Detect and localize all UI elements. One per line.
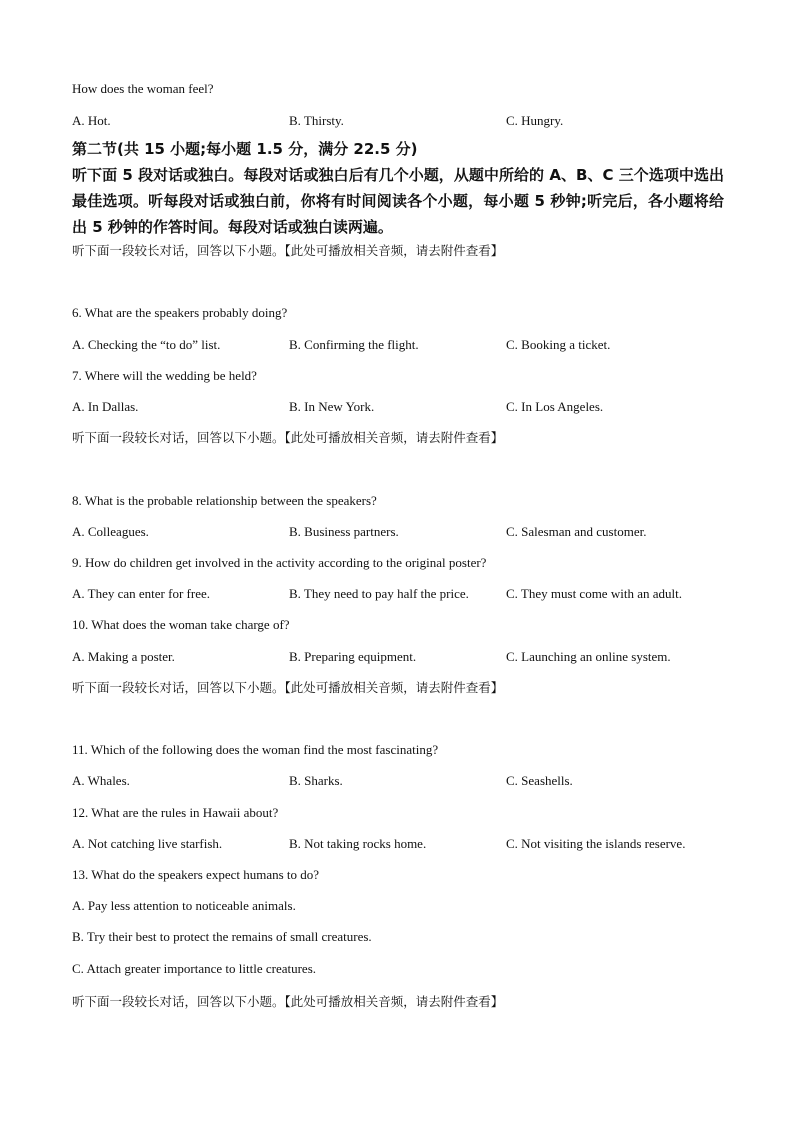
option-c: C. Hungry. <box>506 113 564 128</box>
option-c: C. Salesman and customer. <box>506 524 647 539</box>
option-b: B. They need to pay half the price. <box>289 586 469 601</box>
section-block <box>72 136 724 240</box>
options-6 <box>72 337 732 353</box>
option-a: A. They can enter for free. <box>72 586 210 601</box>
question-10: 10. What does the woman take charge of? <box>72 617 290 632</box>
option-c: C. Not visiting the islands reserve. <box>506 836 686 851</box>
option-a: A. Colleagues. <box>72 524 149 539</box>
option-c: C. Seashells. <box>506 773 573 788</box>
option-a: A. Not catching live starfish. <box>72 836 223 851</box>
question-9: 9. How do children get involved in the activity according to the original poster? <box>72 555 487 570</box>
options-10 <box>72 649 732 665</box>
option-a: A. Hot. <box>72 113 111 128</box>
option-c: C. Booking a ticket. <box>506 337 611 352</box>
section-instruction: 听下面 5 段对话或独白。每段对话或独白后有几个小题，从题中所给的 A、B、C 三个选项中选出最佳选项。听每段对话或独白前，你将有时间阅读各个小题，每小题 5 秒钟;听完后，各小题将给出 5 秒钟的作答时间。每段对话或独白读两遍。 <box>72 166 724 236</box>
audio-note: 听下面一段较长对话，回答以下小题。【此处可播放相关音频，请去附件查看】 <box>72 680 504 695</box>
option-b: B. Not taking rocks home. <box>289 836 427 851</box>
option-a: A. Making a poster. <box>72 649 175 664</box>
audio-note: 听下面一段较长对话，回答以下小题。【此处可播放相关音频，请去附件查看】 <box>72 994 504 1009</box>
option-c: C. In Los Angeles. <box>506 399 604 414</box>
option-c: C. Attach greater importance to little creatures. <box>72 961 317 976</box>
options-7 <box>72 399 732 415</box>
section-heading: 第二节(共 15 小题;每小题 1.5 分，满分 22.5 分) <box>72 140 418 158</box>
options-8 <box>72 524 732 540</box>
options-9 <box>72 586 732 602</box>
option-c: C. They must come with an adult. <box>506 586 682 601</box>
option-a: A. Pay less attention to noticeable animals. <box>72 898 296 913</box>
options-5 <box>72 113 732 129</box>
option-a: A. In Dallas. <box>72 399 139 414</box>
question-13: 13. What do the speakers expect humans to do? <box>72 867 320 882</box>
question-5: How does the woman feel? <box>72 81 214 96</box>
question-8: 8. What is the probable relationship between the speakers? <box>72 493 377 508</box>
options-12 <box>72 836 732 852</box>
question-6: 6. What are the speakers probably doing? <box>72 305 288 320</box>
option-b: B. Business partners. <box>289 524 399 539</box>
question-12: 12. What are the rules in Hawaii about? <box>72 805 279 820</box>
option-b: B. Thirsty. <box>289 113 344 128</box>
option-c: C. Launching an online system. <box>506 649 671 664</box>
option-b: B. Sharks. <box>289 773 343 788</box>
option-b: B. Try their best to protect the remains of small creatures. <box>72 929 372 944</box>
option-b: B. Confirming the flight. <box>289 337 419 352</box>
options-11 <box>72 773 732 789</box>
audio-note: 听下面一段较长对话，回答以下小题。【此处可播放相关音频，请去附件查看】 <box>72 430 504 445</box>
option-b: B. Preparing equipment. <box>289 649 417 664</box>
option-a: A. Whales. <box>72 773 130 788</box>
option-b: B. In New York. <box>289 399 375 414</box>
question-11: 11. Which of the following does the woman find the most fascinating? <box>72 742 439 757</box>
option-a: A. Checking the “to do” list. <box>72 337 221 352</box>
audio-note: 听下面一段较长对话，回答以下小题。【此处可播放相关音频，请去附件查看】 <box>72 243 504 258</box>
question-7: 7. Where will the wedding be held? <box>72 368 257 383</box>
